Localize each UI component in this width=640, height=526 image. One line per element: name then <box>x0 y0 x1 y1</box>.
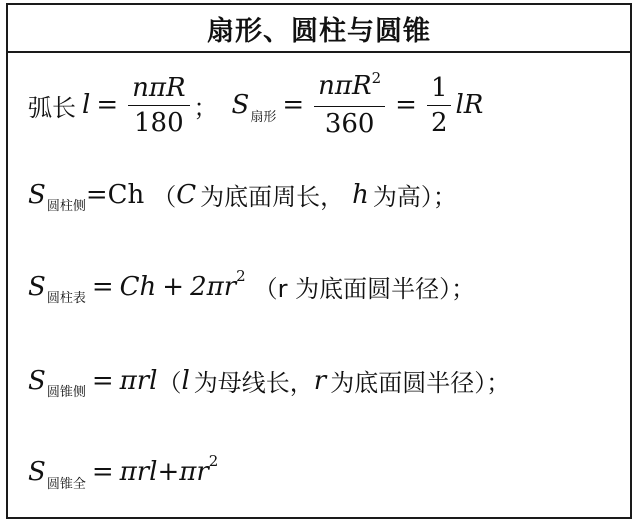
formula-cylinder-surface <box>28 266 476 306</box>
exponent: 2 <box>208 452 219 470</box>
var-S: S <box>28 365 46 396</box>
var-C: C <box>176 179 197 210</box>
equals-sign: = <box>91 365 114 396</box>
formula-arc-length-sector-area <box>28 71 483 139</box>
fraction-half <box>427 73 452 138</box>
fraction-numerator: nπR <box>128 73 189 106</box>
separator: ； <box>193 93 218 122</box>
fraction-denominator: 2 <box>430 107 448 138</box>
table-title: 扇形、圆柱与圆锥 <box>207 15 431 47</box>
formula-cone-lateral <box>28 363 510 398</box>
numerator-text: nπR <box>318 71 372 101</box>
note-radius: 为底面圆半径）； <box>330 369 511 397</box>
fraction-numerator <box>314 71 385 107</box>
subscript-cone-lateral: 圆锥侧 <box>46 385 86 400</box>
plus-sign: + <box>162 271 185 302</box>
arc-length-label: 弧长 <box>28 93 76 122</box>
note-slant-height: 为母线长， <box>193 369 314 397</box>
table-header <box>8 5 630 53</box>
fraction-sector-area <box>314 71 385 139</box>
formula-table <box>6 3 632 519</box>
exponent: 2 <box>371 69 382 87</box>
var-S: S <box>28 457 46 487</box>
var-l: l <box>181 365 190 396</box>
equals-sign: = <box>91 271 114 302</box>
equals-sign: = <box>395 90 417 120</box>
term-2pir: 2πr <box>190 271 237 302</box>
fraction-arc-length <box>128 73 189 138</box>
expression-pirl: πrl <box>119 365 158 396</box>
note-height: 为高）； <box>372 183 457 211</box>
term-lR: lR <box>455 90 484 120</box>
var-S: S <box>231 90 250 120</box>
var-r: r <box>313 365 327 396</box>
var-S: S <box>28 179 46 210</box>
fraction-denominator: 360 <box>324 109 375 139</box>
var-h: h <box>352 179 369 210</box>
formula-cylinder-lateral <box>28 177 457 212</box>
equals-sign: = <box>91 457 114 487</box>
subscript-cylinder-surface: 圆柱表 <box>46 291 86 306</box>
subscript-sector: 扇形 <box>250 109 277 125</box>
var-S: S <box>28 271 46 302</box>
fraction-numerator: 1 <box>427 73 452 106</box>
term-Ch: Ch <box>119 271 157 302</box>
note-radius: （r 为底面圆半径）； <box>253 275 476 303</box>
formula-cone-total <box>28 452 219 492</box>
subscript-cylinder-lateral: 圆柱侧 <box>46 199 86 214</box>
equals-sign: = <box>282 90 305 120</box>
expression-total: πrl+πr <box>119 457 209 487</box>
exponent: 2 <box>236 266 246 285</box>
expression-ch: =Ch <box>85 179 145 210</box>
var-l: l <box>82 90 91 120</box>
equals-sign: = <box>96 90 119 120</box>
open-paren: （ <box>152 183 177 211</box>
fraction-denominator: 180 <box>134 107 184 138</box>
open-paren: （ <box>157 369 182 397</box>
note-perimeter: 为底面周长， <box>200 183 345 211</box>
subscript-cone-total: 圆锥全 <box>46 476 86 492</box>
